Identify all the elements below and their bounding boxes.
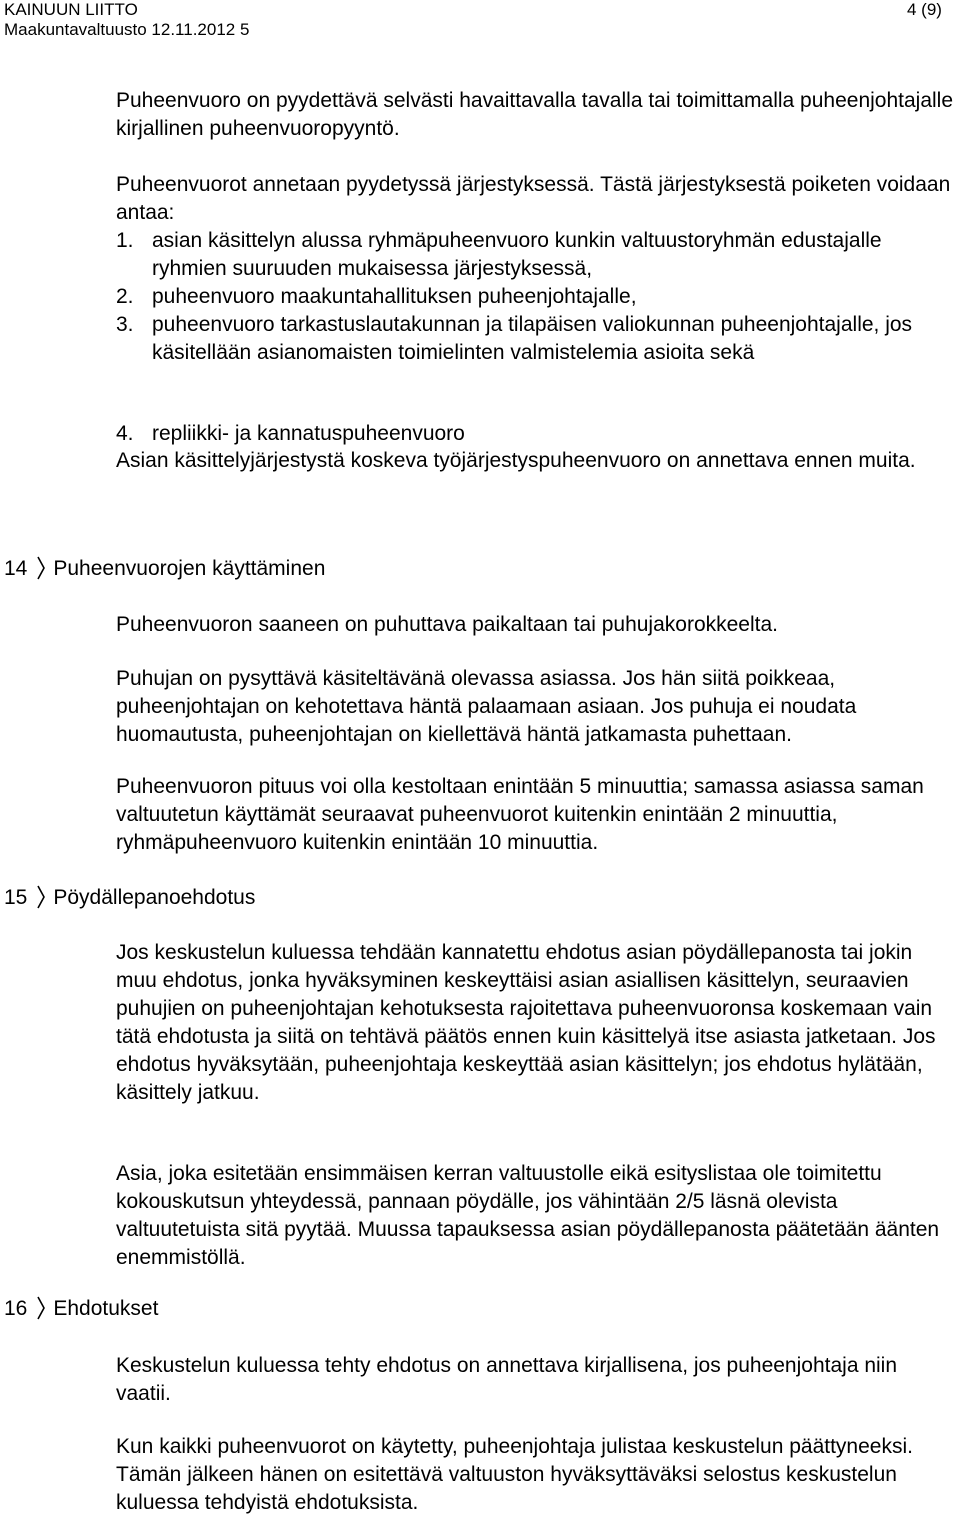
- organization-name: KAINUUN LIITTO: [4, 0, 138, 19]
- intro-paragraph-1: Puheenvuoro on pyydettävä selvästi havaittavalla tavalla tai toimittamalla puheenjohtajalle kirjallinen puheenvuoropyyntö.: [116, 89, 954, 140]
- list-item-number: 3.: [116, 313, 134, 336]
- list-item-text: repliikki- ja kannatuspuheenvuoro: [152, 422, 465, 445]
- section-sign-icon: [36, 885, 46, 909]
- section-16-paragraph-1: Keskustelun kuluessa tehty ehdotus on annettava kirjallisena, jos puheenjohtaja niin vaatii.: [116, 1354, 898, 1405]
- section-sign-icon: [36, 556, 46, 580]
- intro-paragraph-3: Asian käsittelyjärjestystä koskeva työjärjestyspuheenvuoro on annettava ennen muita.: [116, 449, 916, 472]
- list-item: [116, 283, 956, 311]
- section-sign-icon: [36, 1296, 46, 1320]
- section-title: Puheenvuorojen käyttäminen: [53, 557, 326, 580]
- page-number: 4 (9): [907, 0, 942, 19]
- intro-paragraph-2: Puheenvuorot annetaan pyydetyssä järjestyksessä. Tästä järjestyksestä poiketen voidaan antaa:: [116, 173, 951, 224]
- list-item-number: 2.: [116, 285, 134, 308]
- list-item-number: 4.: [116, 422, 134, 445]
- list-item-text: asian käsittelyn alussa ryhmäpuheenvuoro kunkin valtuustoryhmän edustajalle ryhmien suuruuden mukaisessa järjestyksessä,: [152, 229, 882, 280]
- section-heading-16: [4, 1295, 158, 1323]
- section-number: 15: [4, 886, 28, 909]
- section-heading-14: [4, 555, 325, 583]
- section-15-paragraph-2: Asia, joka esitetään ensimmäisen kerran valtuustolle eikä esityslistaa ole toimitettu kokouskutsun yhteydessä, pannaan pöydälle, jos vähintään 2/5 läsnä olevista valtuutetuista sitä pyytää. Muussa tapauksessa asian pöydällepanosta päätetään äänten enemmistöllä.: [116, 1162, 940, 1269]
- list-item: [116, 227, 956, 283]
- section-16-paragraph-2: Kun kaikki puheenvuorot on käytetty, puheenjohtaja julistaa keskustelun päättyneeksi. Tämän jälkeen hänen on esitettävä valtuuston hyväksyttäväksi selostus keskustelun kuluessa tehdyistä ehdotuksista.: [116, 1435, 913, 1514]
- section-number: 14: [4, 557, 28, 580]
- section-heading-15: [4, 884, 255, 912]
- list-item: [116, 420, 956, 448]
- section-title: Pöydällepanoehdotus: [53, 886, 256, 909]
- section-number: 16: [4, 1297, 28, 1320]
- section-14-paragraph-2: Puhujan on pysyttävä käsiteltävänä olevassa asiassa. Jos hän siitä poikkeaa, puheenjohtajan on kehotettava häntä palaamaan asiaan. Jos puhuja ei noudata huomautusta, puheenjohtajan on kiellettävä häntä jatkamasta puhettaan.: [116, 667, 857, 746]
- section-title: Ehdotukset: [53, 1297, 159, 1320]
- section-15-paragraph-1: Jos keskustelun kuluessa tehdään kannatettu ehdotus asian pöydällepanosta tai jokin muu ehdotus, jonka hyväksyminen keskeyttäisi asian asiallisen käsittelyn, seuraavien puhujien on puheenjohtajan kehotuksesta rajoitettava puheenvuoronsa koskemaan vain tätä ehdotusta ja siitä on tehtävä päätös ennen kuin käsittelyä itse asiasta jatketaan. Jos ehdotus hyväksytään, puheenjohtaja keskeyttää asian käsittelyn; jos ehdotus hylätään, käsittely jatkuu.: [116, 941, 936, 1104]
- section-14-paragraph-1: Puheenvuoron saaneen on puhuttava paikaltaan tai puhujakorokkeelta.: [116, 613, 779, 636]
- list-item-text: puheenvuoro maakuntahallituksen puheenjohtajalle,: [152, 285, 637, 308]
- list-item-number: 1.: [116, 229, 134, 252]
- meeting-info: Maakuntavaltuusto 12.11.2012 5: [4, 20, 250, 39]
- list-item-text: puheenvuoro tarkastuslautakunnan ja tilapäisen valiokunnan puheenjohtajalle, jos käsitellään asianomaisten toimielinten valmistelemia asioita sekä: [152, 313, 913, 364]
- list-item: [116, 311, 956, 367]
- section-14-paragraph-3: Puheenvuoron pituus voi olla kestoltaan enintään 5 minuuttia; samassa asiassa saman valtuutetun käyttämät seuraavat puheenvuorot kuitenkin enintään 2 minuuttia, ryhmäpuheenvuoro kuitenkin enintään 10 minuuttia.: [116, 775, 924, 854]
